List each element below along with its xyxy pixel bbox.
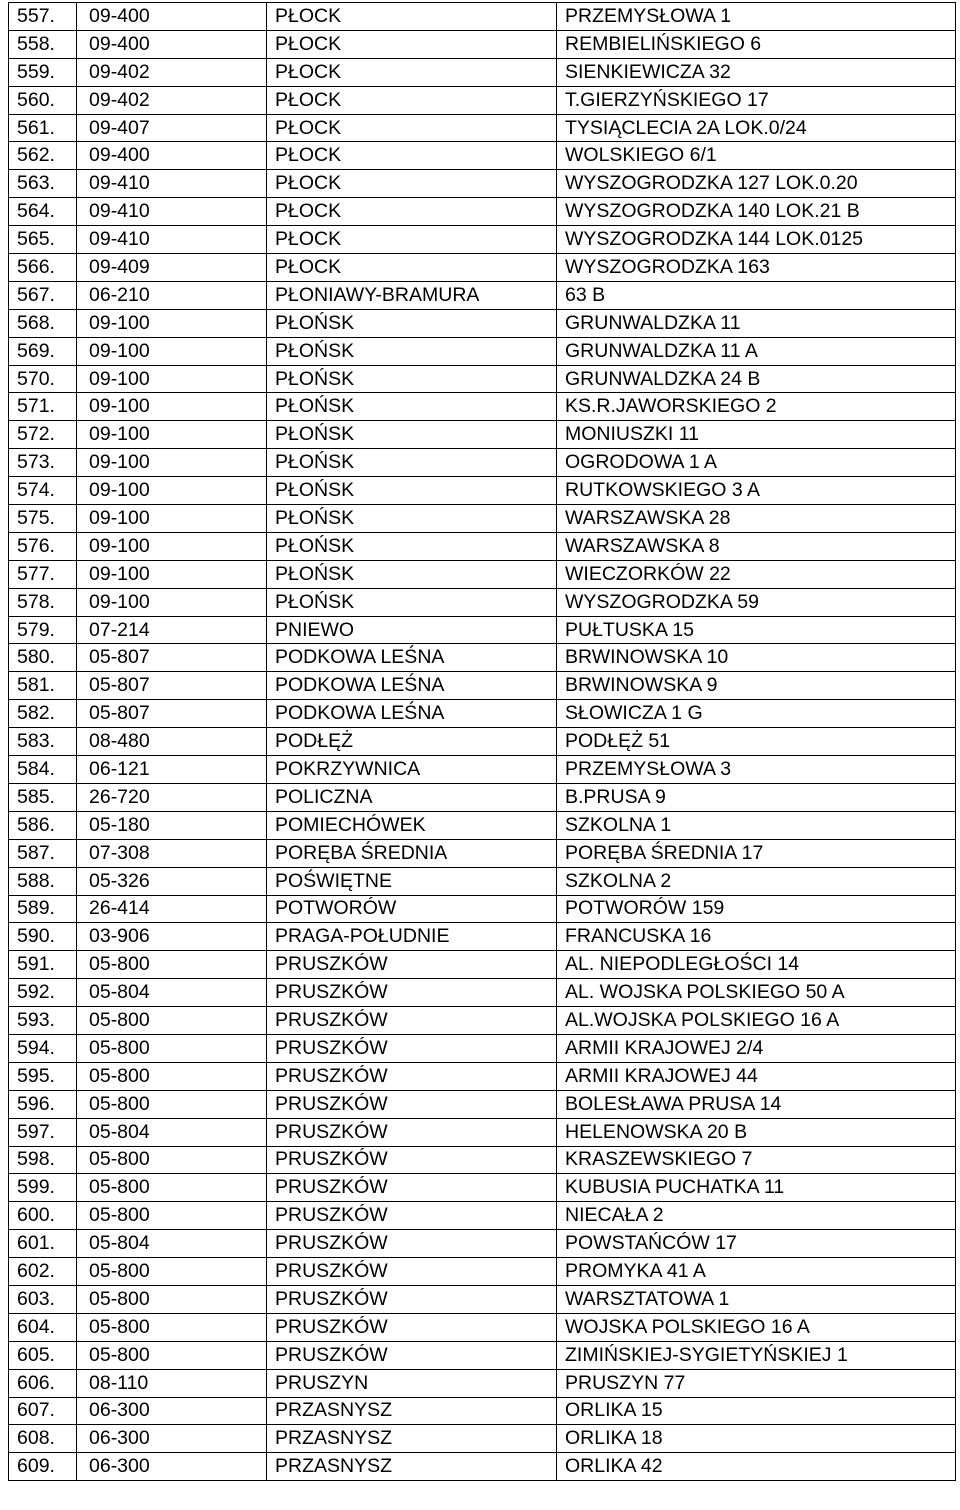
table-row <box>9 142 956 170</box>
postal-code: 09-100 <box>77 532 267 560</box>
street-address: KS.R.JAWORSKIEGO 2 <box>557 393 956 421</box>
postal-code: 09-409 <box>77 254 267 282</box>
postal-code: 05-326 <box>77 867 267 895</box>
table-row <box>9 281 956 309</box>
table-row <box>9 449 956 477</box>
street-address: POWSTAŃCÓW 17 <box>557 1230 956 1258</box>
city-name: PRUSZKÓW <box>267 1341 557 1369</box>
row-number: 592. <box>9 979 77 1007</box>
table-row <box>9 3 956 31</box>
street-address: WARSZTATOWA 1 <box>557 1285 956 1313</box>
row-number: 585. <box>9 783 77 811</box>
table-row <box>9 895 956 923</box>
row-number: 587. <box>9 839 77 867</box>
city-name: POLICZNA <box>267 783 557 811</box>
row-number: 568. <box>9 309 77 337</box>
city-name: PŁOŃSK <box>267 421 557 449</box>
row-number: 561. <box>9 114 77 142</box>
postal-code: 07-308 <box>77 839 267 867</box>
postal-code: 08-480 <box>77 728 267 756</box>
row-number: 586. <box>9 811 77 839</box>
city-name: PŁOŃSK <box>267 505 557 533</box>
street-address: RUTKOWSKIEGO 3 A <box>557 477 956 505</box>
street-address: AL. NIEPODLEGŁOŚCI 14 <box>557 951 956 979</box>
city-name: PRUSZKÓW <box>267 979 557 1007</box>
table-row <box>9 532 956 560</box>
row-number: 558. <box>9 30 77 58</box>
postal-code: 05-804 <box>77 1230 267 1258</box>
city-name: PŁOCK <box>267 58 557 86</box>
postal-code: 05-807 <box>77 644 267 672</box>
table-row <box>9 198 956 226</box>
postal-code: 09-407 <box>77 114 267 142</box>
table-row <box>9 30 956 58</box>
street-address: SZKOLNA 1 <box>557 811 956 839</box>
city-name: PRUSZKÓW <box>267 1313 557 1341</box>
city-name: PŁOCK <box>267 198 557 226</box>
street-address: PODŁĘŻ 51 <box>557 728 956 756</box>
row-number: 563. <box>9 170 77 198</box>
postal-code: 06-300 <box>77 1425 267 1453</box>
row-number: 571. <box>9 393 77 421</box>
postal-code: 09-410 <box>77 198 267 226</box>
city-name: PŁOŃSK <box>267 337 557 365</box>
postal-code: 09-410 <box>77 170 267 198</box>
street-address: TYSIĄCLECIA 2A LOK.0/24 <box>557 114 956 142</box>
postal-code: 08-110 <box>77 1369 267 1397</box>
city-name: PŁOŃSK <box>267 365 557 393</box>
row-number: 603. <box>9 1285 77 1313</box>
address-table-body <box>9 3 956 1481</box>
table-row <box>9 756 956 784</box>
table-row <box>9 700 956 728</box>
table-row <box>9 337 956 365</box>
table-row <box>9 505 956 533</box>
table-row <box>9 1369 956 1397</box>
table-row <box>9 811 956 839</box>
postal-code: 09-100 <box>77 421 267 449</box>
postal-code: 03-906 <box>77 923 267 951</box>
street-address: PROMYKA 41 A <box>557 1258 956 1286</box>
row-number: 565. <box>9 226 77 254</box>
city-name: PŁOŃSK <box>267 560 557 588</box>
city-name: PRUSZKÓW <box>267 1285 557 1313</box>
row-number: 559. <box>9 58 77 86</box>
postal-code: 09-400 <box>77 3 267 31</box>
city-name: PRZASNYSZ <box>267 1453 557 1481</box>
street-address: REMBIELIŃSKIEGO 6 <box>557 30 956 58</box>
street-address: POTWORÓW 159 <box>557 895 956 923</box>
city-name: PŁOŃSK <box>267 532 557 560</box>
table-row <box>9 1285 956 1313</box>
street-address: ARMII KRAJOWEJ 44 <box>557 1062 956 1090</box>
postal-code: 09-100 <box>77 505 267 533</box>
city-name: PRUSZKÓW <box>267 1146 557 1174</box>
postal-code: 09-100 <box>77 449 267 477</box>
table-row <box>9 1425 956 1453</box>
row-number: 576. <box>9 532 77 560</box>
table-row <box>9 170 956 198</box>
street-address: GRUNWALDZKA 11 <box>557 309 956 337</box>
street-address: WIECZORKÓW 22 <box>557 560 956 588</box>
city-name: PRUSZKÓW <box>267 1034 557 1062</box>
street-address: NIECAŁA 2 <box>557 1202 956 1230</box>
postal-code: 06-300 <box>77 1453 267 1481</box>
row-number: 581. <box>9 672 77 700</box>
city-name: PŁOŃSK <box>267 588 557 616</box>
postal-code: 05-800 <box>77 1146 267 1174</box>
postal-code: 05-800 <box>77 1090 267 1118</box>
city-name: PRUSZKÓW <box>267 1062 557 1090</box>
city-name: PŁOCK <box>267 142 557 170</box>
postal-code: 09-410 <box>77 226 267 254</box>
street-address: BRWINOWSKA 9 <box>557 672 956 700</box>
table-row <box>9 588 956 616</box>
address-table <box>8 2 956 1481</box>
city-name: PRUSZKÓW <box>267 1202 557 1230</box>
postal-code: 05-800 <box>77 1034 267 1062</box>
postal-code: 05-800 <box>77 1258 267 1286</box>
row-number: 608. <box>9 1425 77 1453</box>
table-row <box>9 979 956 1007</box>
city-name: PŁOCK <box>267 114 557 142</box>
table-row <box>9 1034 956 1062</box>
row-number: 560. <box>9 86 77 114</box>
table-row <box>9 783 956 811</box>
row-number: 599. <box>9 1174 77 1202</box>
table-row <box>9 923 956 951</box>
row-number: 582. <box>9 700 77 728</box>
row-number: 597. <box>9 1118 77 1146</box>
street-address: WYSZOGRODZKA 59 <box>557 588 956 616</box>
table-row <box>9 254 956 282</box>
street-address: SZKOLNA 2 <box>557 867 956 895</box>
table-row <box>9 1146 956 1174</box>
city-name: PNIEWO <box>267 616 557 644</box>
city-name: PŁOŃSK <box>267 449 557 477</box>
city-name: PORĘBA ŚREDNIA <box>267 839 557 867</box>
postal-code: 07-214 <box>77 616 267 644</box>
table-row <box>9 1202 956 1230</box>
postal-code: 09-100 <box>77 365 267 393</box>
postal-code: 09-100 <box>77 337 267 365</box>
street-address: WOJSKA POLSKIEGO 16 A <box>557 1313 956 1341</box>
table-row <box>9 1341 956 1369</box>
postal-code: 09-100 <box>77 393 267 421</box>
table-row <box>9 672 956 700</box>
postal-code: 05-800 <box>77 1174 267 1202</box>
row-number: 567. <box>9 281 77 309</box>
street-address: OGRODOWA 1 A <box>557 449 956 477</box>
row-number: 604. <box>9 1313 77 1341</box>
postal-code: 09-100 <box>77 477 267 505</box>
row-number: 564. <box>9 198 77 226</box>
table-row <box>9 560 956 588</box>
city-name: PŁONIAWY-BRAMURA <box>267 281 557 309</box>
row-number: 588. <box>9 867 77 895</box>
row-number: 566. <box>9 254 77 282</box>
row-number: 584. <box>9 756 77 784</box>
table-row <box>9 644 956 672</box>
street-address: AL.WOJSKA POLSKIEGO 16 A <box>557 1007 956 1035</box>
city-name: PODKOWA LEŚNA <box>267 700 557 728</box>
row-number: 579. <box>9 616 77 644</box>
table-row <box>9 1230 956 1258</box>
postal-code: 05-800 <box>77 1007 267 1035</box>
street-address: ORLIKA 42 <box>557 1453 956 1481</box>
row-number: 596. <box>9 1090 77 1118</box>
street-address: KUBUSIA PUCHATKA 11 <box>557 1174 956 1202</box>
city-name: PODKOWA LEŚNA <box>267 644 557 672</box>
table-row <box>9 1062 956 1090</box>
postal-code: 05-800 <box>77 1285 267 1313</box>
postal-code: 05-804 <box>77 1118 267 1146</box>
postal-code: 09-402 <box>77 86 267 114</box>
postal-code: 06-300 <box>77 1397 267 1425</box>
city-name: PRZASNYSZ <box>267 1397 557 1425</box>
postal-code: 09-100 <box>77 588 267 616</box>
street-address: ZIMIŃSKIEJ-SYGIETYŃSKIEJ 1 <box>557 1341 956 1369</box>
city-name: PŁOŃSK <box>267 393 557 421</box>
postal-code: 09-100 <box>77 560 267 588</box>
street-address: PRUSZYN 77 <box>557 1369 956 1397</box>
table-row <box>9 114 956 142</box>
row-number: 570. <box>9 365 77 393</box>
row-number: 593. <box>9 1007 77 1035</box>
street-address: ARMII KRAJOWEJ 2/4 <box>557 1034 956 1062</box>
row-number: 607. <box>9 1397 77 1425</box>
street-address: ORLIKA 18 <box>557 1425 956 1453</box>
postal-code: 26-720 <box>77 783 267 811</box>
city-name: PRAGA-POŁUDNIE <box>267 923 557 951</box>
street-address: WYSZOGRODZKA 144 LOK.0125 <box>557 226 956 254</box>
street-address: WARSZAWSKA 28 <box>557 505 956 533</box>
postal-code: 09-402 <box>77 58 267 86</box>
city-name: POŚWIĘTNE <box>267 867 557 895</box>
row-number: 605. <box>9 1341 77 1369</box>
street-address: PORĘBA ŚREDNIA 17 <box>557 839 956 867</box>
street-address: SŁOWICZA 1 G <box>557 700 956 728</box>
street-address: MONIUSZKI 11 <box>557 421 956 449</box>
table-row <box>9 58 956 86</box>
row-number: 577. <box>9 560 77 588</box>
table-row <box>9 1090 956 1118</box>
table-row <box>9 477 956 505</box>
table-row <box>9 839 956 867</box>
table-row <box>9 1258 956 1286</box>
postal-code: 05-800 <box>77 1341 267 1369</box>
city-name: PRUSZYN <box>267 1369 557 1397</box>
street-address: WARSZAWSKA 8 <box>557 532 956 560</box>
postal-code: 05-800 <box>77 1202 267 1230</box>
street-address: T.GIERZYŃSKIEGO 17 <box>557 86 956 114</box>
postal-code: 09-400 <box>77 30 267 58</box>
table-row <box>9 616 956 644</box>
city-name: PŁOŃSK <box>267 477 557 505</box>
postal-code: 05-800 <box>77 951 267 979</box>
city-name: PRUSZKÓW <box>267 1174 557 1202</box>
city-name: PRUSZKÓW <box>267 1007 557 1035</box>
city-name: PŁOCK <box>267 86 557 114</box>
postal-code: 09-100 <box>77 309 267 337</box>
city-name: PŁOCK <box>267 30 557 58</box>
table-row <box>9 365 956 393</box>
row-number: 569. <box>9 337 77 365</box>
row-number: 609. <box>9 1453 77 1481</box>
city-name: PODKOWA LEŚNA <box>267 672 557 700</box>
postal-code: 05-800 <box>77 1062 267 1090</box>
street-address: FRANCUSKA 16 <box>557 923 956 951</box>
street-address: WOLSKIEGO 6/1 <box>557 142 956 170</box>
postal-code: 05-807 <box>77 700 267 728</box>
street-address: GRUNWALDZKA 24 B <box>557 365 956 393</box>
city-name: POKRZYWNICA <box>267 756 557 784</box>
table-row <box>9 1007 956 1035</box>
row-number: 591. <box>9 951 77 979</box>
street-address: ORLIKA 15 <box>557 1397 956 1425</box>
city-name: PŁOCK <box>267 226 557 254</box>
row-number: 578. <box>9 588 77 616</box>
city-name: PODŁĘŻ <box>267 728 557 756</box>
row-number: 595. <box>9 1062 77 1090</box>
row-number: 594. <box>9 1034 77 1062</box>
postal-code: 05-807 <box>77 672 267 700</box>
table-row <box>9 86 956 114</box>
postal-code: 09-400 <box>77 142 267 170</box>
table-row <box>9 226 956 254</box>
table-row <box>9 867 956 895</box>
postal-code: 06-121 <box>77 756 267 784</box>
street-address: HELENOWSKA 20 B <box>557 1118 956 1146</box>
table-row <box>9 1313 956 1341</box>
postal-code: 05-800 <box>77 1313 267 1341</box>
city-name: PŁOCK <box>267 170 557 198</box>
row-number: 602. <box>9 1258 77 1286</box>
street-address: WYSZOGRODZKA 163 <box>557 254 956 282</box>
city-name: PRUSZKÓW <box>267 951 557 979</box>
street-address: PUŁTUSKA 15 <box>557 616 956 644</box>
row-number: 606. <box>9 1369 77 1397</box>
street-address: 63 B <box>557 281 956 309</box>
row-number: 598. <box>9 1146 77 1174</box>
postal-code: 05-180 <box>77 811 267 839</box>
street-address: SIENKIEWICZA 32 <box>557 58 956 86</box>
row-number: 589. <box>9 895 77 923</box>
table-row <box>9 309 956 337</box>
postal-code: 05-804 <box>77 979 267 1007</box>
row-number: 562. <box>9 142 77 170</box>
row-number: 583. <box>9 728 77 756</box>
postal-code: 26-414 <box>77 895 267 923</box>
table-row <box>9 421 956 449</box>
table-row <box>9 1453 956 1481</box>
row-number: 600. <box>9 1202 77 1230</box>
postal-code: 06-210 <box>77 281 267 309</box>
street-address: WYSZOGRODZKA 140 LOK.21 B <box>557 198 956 226</box>
city-name: PRUSZKÓW <box>267 1118 557 1146</box>
row-number: 590. <box>9 923 77 951</box>
street-address: GRUNWALDZKA 11 A <box>557 337 956 365</box>
street-address: KRASZEWSKIEGO 7 <box>557 1146 956 1174</box>
row-number: 557. <box>9 3 77 31</box>
city-name: PŁOŃSK <box>267 309 557 337</box>
row-number: 572. <box>9 421 77 449</box>
table-row <box>9 728 956 756</box>
table-row <box>9 1397 956 1425</box>
street-address: WYSZOGRODZKA 127 LOK.0.20 <box>557 170 956 198</box>
street-address: PRZEMYSŁOWA 3 <box>557 756 956 784</box>
row-number: 580. <box>9 644 77 672</box>
city-name: PŁOCK <box>267 254 557 282</box>
city-name: POMIECHÓWEK <box>267 811 557 839</box>
table-row <box>9 1118 956 1146</box>
street-address: PRZEMYSŁOWA 1 <box>557 3 956 31</box>
row-number: 574. <box>9 477 77 505</box>
city-name: PŁOCK <box>267 3 557 31</box>
table-row <box>9 1174 956 1202</box>
street-address: BRWINOWSKA 10 <box>557 644 956 672</box>
city-name: POTWORÓW <box>267 895 557 923</box>
table-row <box>9 951 956 979</box>
table-row <box>9 393 956 421</box>
street-address: BOLESŁAWA PRUSA 14 <box>557 1090 956 1118</box>
row-number: 575. <box>9 505 77 533</box>
street-address: AL. WOJSKA POLSKIEGO 50 A <box>557 979 956 1007</box>
city-name: PRZASNYSZ <box>267 1425 557 1453</box>
city-name: PRUSZKÓW <box>267 1258 557 1286</box>
row-number: 573. <box>9 449 77 477</box>
city-name: PRUSZKÓW <box>267 1090 557 1118</box>
street-address: B.PRUSA 9 <box>557 783 956 811</box>
city-name: PRUSZKÓW <box>267 1230 557 1258</box>
row-number: 601. <box>9 1230 77 1258</box>
